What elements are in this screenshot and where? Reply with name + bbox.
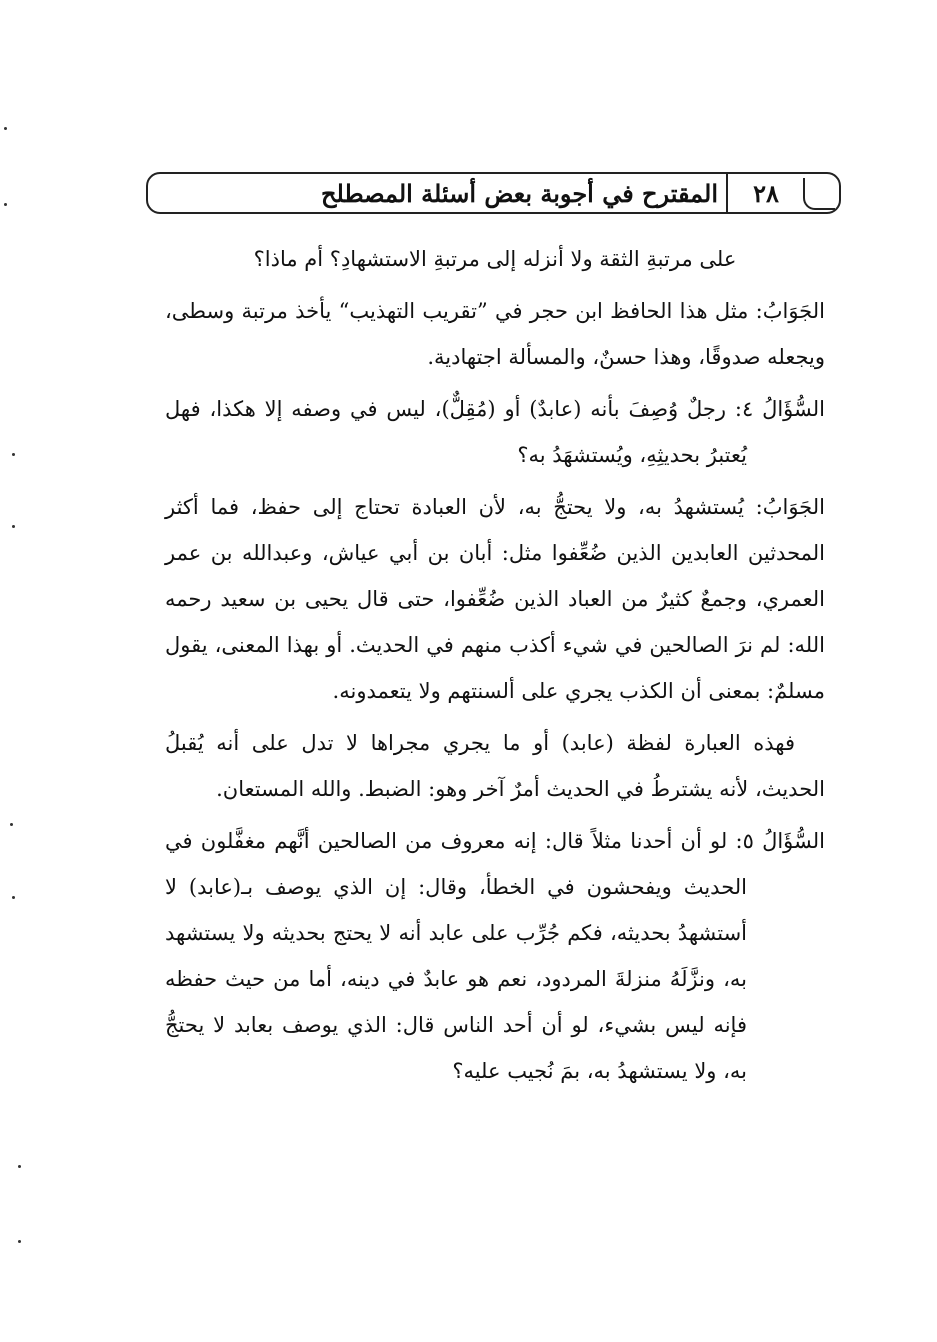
scan-speck xyxy=(10,823,13,826)
answer-label: الجَوَابُ: xyxy=(755,495,825,519)
answer-4 xyxy=(165,484,825,714)
question-4 xyxy=(165,386,825,478)
scan-speck xyxy=(18,1240,21,1243)
intro-line: على مرتبةِ الثقة ولا أنزله إلى مرتبةِ الاستشهادِ؟ أم ماذا؟ xyxy=(253,247,737,271)
answer-label: الجَوَابُ: xyxy=(755,299,825,323)
answer-text: يُستشهدُ به، ولا يحتجُّ به، لأن العبادة تحتاج إلى حفظ، فما أكثر المحدثين العابدين الذين ضُعِّفوا مثل: أبان بن أبي عياش، وعبدالله بن عمر العمري، وجمعٌ كثيرٌ من العباد الذين ضُعِّفوا، حتى قال يحيى بن سعيد رحمه الله: لم نرَ الصالحين في شيء أكذب منهم في الحديث. أو بهذا المعنى، يقول مسلمٌ: بمعنى أن الكذب يجري على ألسنتهم ولا يتعمدونه. xyxy=(165,495,825,703)
answer-text: مثل هذا الحافظ ابن حجر في ”تقريب التهذيب“ يأخذ مرتبة وسطى، ويجعله صدوقًا، وهذا حسنٌ، والمسألة اجتهادية. xyxy=(165,299,825,369)
scan-speck xyxy=(12,453,15,456)
running-header xyxy=(146,172,841,214)
scan-speck xyxy=(12,525,15,528)
question-text: لو أن أحدنا مثلاً قال: إنه معروف من الصالحين أنَّهم مغفَّلون في الحديث ويفحشون في الخطأ، وقال: إن الذي يوصف بـ(عابد) لا أستشهدُ بحديثه، فكم جُرِّب على عابد أنه لا يحتج بحديثه ولا يستشهد به، ونزَّلَهُ منزلةَ المردود، نعم هو عابدٌ في دينه، أما من حيث حفظه فإنه ليس بشيء، لو أن أحد الناس قال: الذي يوصف بعابد لا يحتجُّ به، ولا يستشهدُ به، بمَ نُجيب عليه؟ xyxy=(165,829,747,1083)
book-title: المقترح في أجوبة بعض أسئلة المصطلح xyxy=(321,179,718,208)
page-body xyxy=(165,236,825,1094)
scan-speck xyxy=(18,1165,21,1168)
answer-1 xyxy=(165,288,825,380)
page-number-ornament xyxy=(803,178,835,210)
question-text: رجلٌ وُصِفَ بأنه (عابدٌ) أو (مُقِلٌّ)، ليس في وصفه إلا هكذا، فهل يُعتبرُ بحديثِهِ، ويُستشهَدُ به؟ xyxy=(165,397,747,467)
scan-speck xyxy=(4,203,7,206)
header-divider xyxy=(726,174,728,212)
question-label: السُّؤَالُ ٥: xyxy=(735,829,825,853)
scan-speck xyxy=(12,896,15,899)
question-label: السُّؤَالُ ٤: xyxy=(734,397,825,421)
page-number: ٢٨ xyxy=(753,179,779,208)
conclusion-paragraph: فهذه العبارة لفظة (عابد) أو ما يجري مجراها لا تدل على أنه يُقبلُ الحديث، لأنه يشترطُ في الحديث أمرٌ آخر وهو: الضبط. والله المستعان. xyxy=(165,731,825,801)
scan-speck xyxy=(4,127,7,130)
question-5 xyxy=(165,818,825,1094)
